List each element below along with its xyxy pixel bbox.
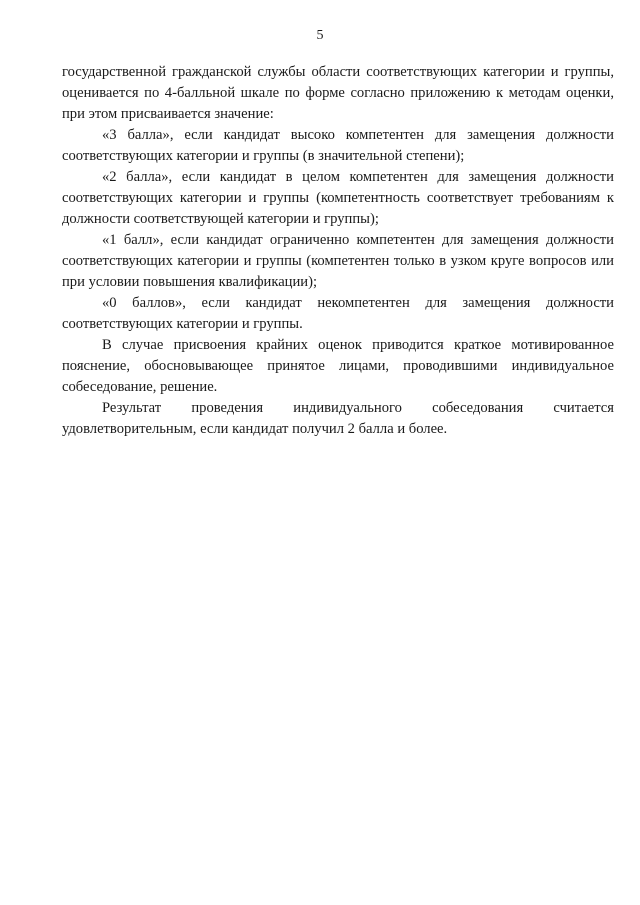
page-number: 5 xyxy=(316,28,324,43)
paragraph-score-3: «3 балла», если кандидат высоко компетентен для замещения должности соответствующих категории и группы (в значительной степени); xyxy=(62,127,614,164)
paragraph-extreme-scores: В случае присвоения крайних оценок приводится краткое мотивированное пояснение, обосновывающее принятое лицами, проводившими индивидуальное собеседование, решение. xyxy=(62,337,614,395)
paragraph-continuation: государственной гражданской службы области соответствующих категории и группы, оценивается по 4-балльной шкале по форме согласно приложению к методам оценки, при этом присваивается значение: xyxy=(62,64,614,122)
paragraph-score-1: «1 балл», если кандидат ограниченно компетентен для замещения должности соответствующих категории и группы (компетентен только в узком круге вопросов или при условии повышения квалификации); xyxy=(62,232,614,290)
document-body xyxy=(62,62,614,440)
paragraph-score-0: «0 баллов», если кандидат некомпетентен для замещения должности соответствующих категории и группы. xyxy=(62,295,614,332)
paragraph-result: Результат проведения индивидуального собеседования считается удовлетворительным, если кандидат получил 2 балла и более. xyxy=(62,400,614,437)
paragraph-score-2: «2 балла», если кандидат в целом компетентен для замещения должности соответствующих категории и группы (компетентность соответствует требованиям к должности соответствующей категории и группы); xyxy=(62,169,614,227)
